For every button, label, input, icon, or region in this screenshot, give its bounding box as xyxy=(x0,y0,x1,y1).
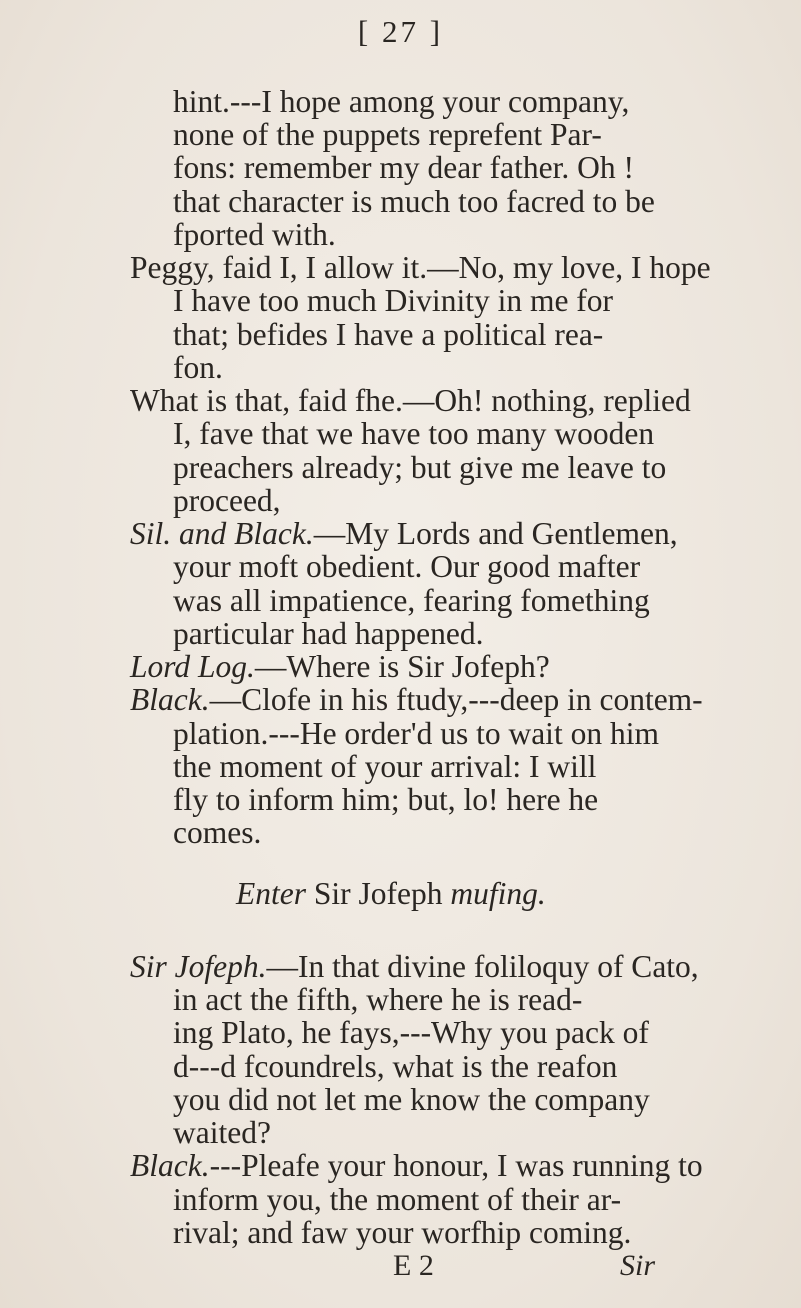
text-line: waited? xyxy=(173,1115,271,1151)
text-line: I have too much Divinity in me for xyxy=(173,283,614,319)
text-line: Peggy, faid I, I allow it.—No, my love, I hope xyxy=(130,250,711,286)
text-line: you did not let me know the company xyxy=(173,1081,650,1117)
text-line: What is that, faid fhe.—Oh! nothing, replied xyxy=(130,383,691,419)
text-line: ing Plato, he fays,---Why you pack of xyxy=(173,1015,649,1051)
text-line: Black.—Clofe in his ftudy,---deep in contem- xyxy=(130,682,703,718)
text-line: proceed, xyxy=(173,482,281,518)
text-line: inform you, the moment of their ar- xyxy=(173,1181,622,1217)
page-number-header: [ 27 ] xyxy=(357,14,444,49)
speaker-name: Peggy, xyxy=(130,250,215,286)
text-line: d---d fcoundrels, what is the reafon xyxy=(173,1048,618,1084)
text-line: that; befides I have a political rea- xyxy=(173,316,604,352)
text-line: Sir Jofeph.—In that divine foliloquy of Cato, xyxy=(130,948,699,984)
text-line: plation.---He order'd us to wait on him xyxy=(173,715,659,751)
text-line: comes. xyxy=(173,815,262,851)
stage-direction: Enter Sir Jofeph mufing. xyxy=(236,875,546,911)
text-line: fported with. xyxy=(173,216,336,252)
text-line: Sil. and Black.—My Lords and Gentlemen, xyxy=(130,516,678,552)
speaker-name: Lord Log. xyxy=(130,649,255,685)
text-line: none of the puppets reprefent Par- xyxy=(173,117,602,153)
text-line: your moft obedient. Our good mafter xyxy=(173,549,641,585)
text-line: hint.---I hope among your company, xyxy=(173,84,630,119)
text-line: fons: remember my dear father. Oh ! xyxy=(173,150,634,186)
text-line: the moment of your arrival: I will xyxy=(173,748,597,784)
text-line: Black.---Pleafe your honour, I was running to xyxy=(130,1148,703,1184)
speaker-name: Black. xyxy=(130,682,210,718)
signature-mark: E 2 xyxy=(393,1249,434,1282)
text-line: fly to inform him; but, lo! here he xyxy=(173,782,599,818)
speaker-name: Black. xyxy=(130,1148,210,1184)
text-line: fon. xyxy=(173,349,223,385)
speaker-name: Sil. and Black. xyxy=(130,516,314,552)
text-line: preachers already; but give me leave to xyxy=(173,449,667,485)
catchword: Sir xyxy=(620,1249,656,1282)
text-line: rival; and faw your worfhip coming. xyxy=(173,1214,632,1250)
text-line: particular had happened. xyxy=(173,615,484,651)
text-line: that character is much too facred to be xyxy=(173,183,655,219)
text-line: was all impatience, fearing fomething xyxy=(173,582,650,618)
text-line: in act the fifth, where he is read- xyxy=(173,982,583,1018)
speaker-name: Sir Jofeph. xyxy=(130,948,267,984)
text-line: Lord Log.—Where is Sir Jofeph? xyxy=(130,649,550,685)
text-line: I, fave that we have too many wooden xyxy=(173,416,655,452)
